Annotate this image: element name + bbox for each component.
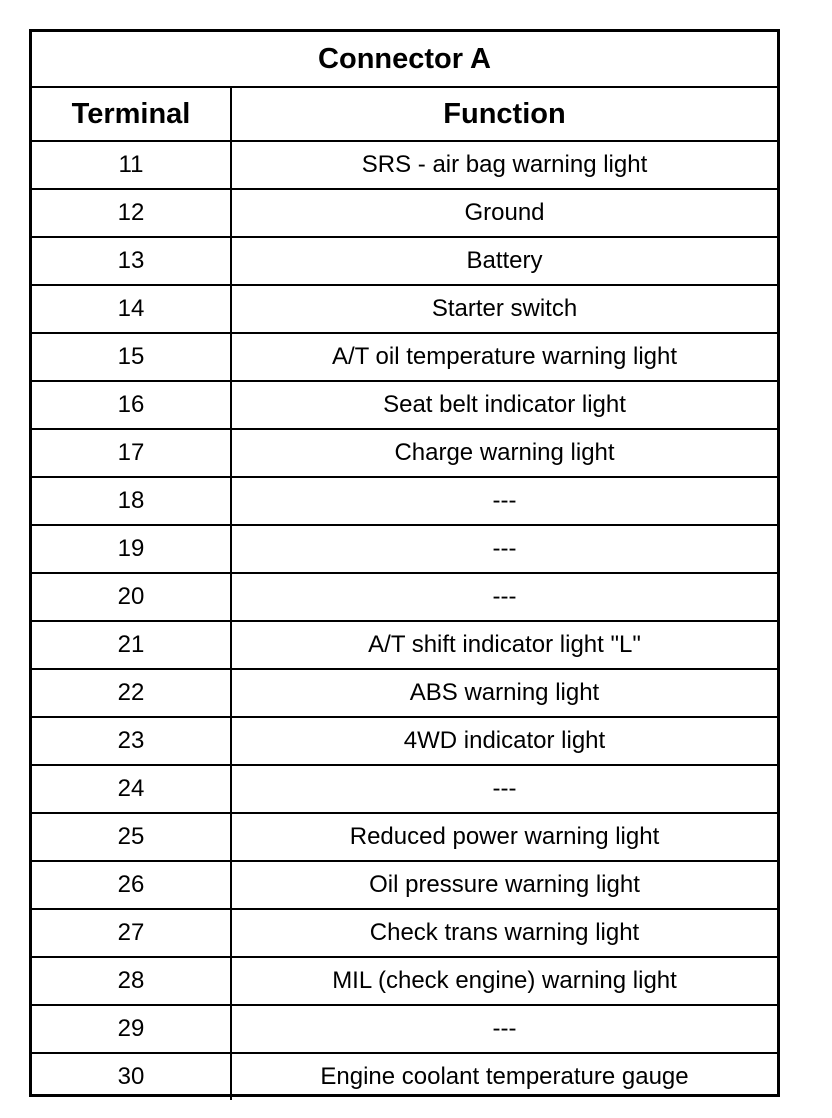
- table-title: Connector A: [32, 32, 777, 87]
- terminal-cell: 25: [32, 813, 231, 861]
- function-cell: Battery: [231, 237, 777, 285]
- table-row: [32, 957, 777, 1005]
- function-cell: MIL (check engine) warning light: [231, 957, 777, 1005]
- function-cell: A/T oil temperature warning light: [231, 333, 777, 381]
- table-row: [32, 333, 777, 381]
- terminal-cell: 11: [32, 141, 231, 189]
- table-row: [32, 909, 777, 957]
- function-cell: Oil pressure warning light: [231, 861, 777, 909]
- function-cell: ---: [231, 525, 777, 573]
- table-row: [32, 141, 777, 189]
- table-row: [32, 717, 777, 765]
- column-header-function: Function: [231, 87, 777, 141]
- terminal-cell: 17: [32, 429, 231, 477]
- function-cell: 4WD indicator light: [231, 717, 777, 765]
- terminal-cell: 27: [32, 909, 231, 957]
- terminal-cell: 16: [32, 381, 231, 429]
- function-cell: ABS warning light: [231, 669, 777, 717]
- table-title-row: [32, 32, 777, 87]
- terminal-cell: 18: [32, 477, 231, 525]
- terminal-cell: 24: [32, 765, 231, 813]
- function-cell: Check trans warning light: [231, 909, 777, 957]
- terminal-cell: 26: [32, 861, 231, 909]
- table-row: [32, 813, 777, 861]
- table-row: [32, 861, 777, 909]
- table-row: [32, 381, 777, 429]
- function-cell: Reduced power warning light: [231, 813, 777, 861]
- function-cell: Starter switch: [231, 285, 777, 333]
- connector-table: [32, 32, 777, 1100]
- terminal-cell: 14: [32, 285, 231, 333]
- terminal-cell: 15: [32, 333, 231, 381]
- terminal-cell: 21: [32, 621, 231, 669]
- terminal-cell: 20: [32, 573, 231, 621]
- function-cell: ---: [231, 477, 777, 525]
- function-cell: ---: [231, 765, 777, 813]
- function-cell: ---: [231, 1005, 777, 1053]
- table-row: [32, 525, 777, 573]
- table-header-row: [32, 87, 777, 141]
- function-cell: Ground: [231, 189, 777, 237]
- table-row: [32, 621, 777, 669]
- table-row: [32, 573, 777, 621]
- connector-table-frame: [29, 29, 780, 1097]
- function-cell: A/T shift indicator light "L": [231, 621, 777, 669]
- table-row: [32, 189, 777, 237]
- table-row: [32, 477, 777, 525]
- terminal-cell: 12: [32, 189, 231, 237]
- table-row: [32, 765, 777, 813]
- function-cell: ---: [231, 573, 777, 621]
- function-cell: Seat belt indicator light: [231, 381, 777, 429]
- table-row: [32, 1053, 777, 1100]
- terminal-cell: 19: [32, 525, 231, 573]
- function-cell: Engine coolant temperature gauge: [231, 1053, 777, 1100]
- function-cell: Charge warning light: [231, 429, 777, 477]
- table-row: [32, 1005, 777, 1053]
- terminal-cell: 29: [32, 1005, 231, 1053]
- table-row: [32, 669, 777, 717]
- table-row: [32, 429, 777, 477]
- table-row: [32, 285, 777, 333]
- terminal-cell: 30: [32, 1053, 231, 1100]
- terminal-cell: 13: [32, 237, 231, 285]
- table-row: [32, 237, 777, 285]
- terminal-cell: 28: [32, 957, 231, 1005]
- column-header-terminal: Terminal: [32, 87, 231, 141]
- terminal-cell: 22: [32, 669, 231, 717]
- terminal-cell: 23: [32, 717, 231, 765]
- table-body: [32, 141, 777, 1100]
- function-cell: SRS - air bag warning light: [231, 141, 777, 189]
